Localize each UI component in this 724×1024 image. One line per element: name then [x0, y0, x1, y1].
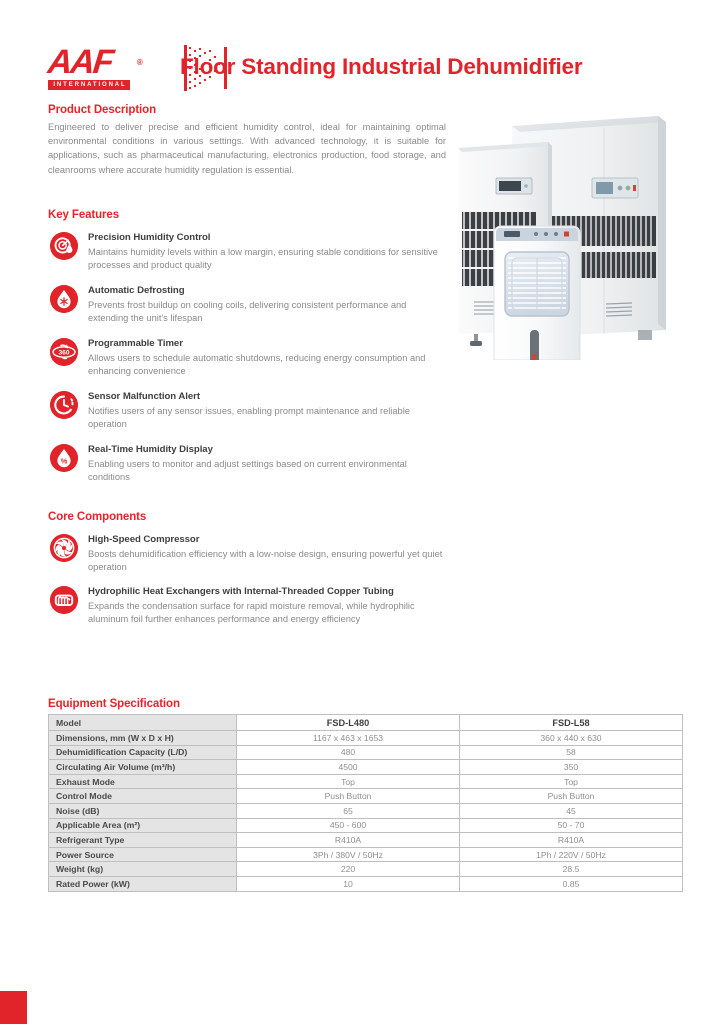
table-header-model-2: FSD-L58: [460, 715, 683, 731]
section-heading-core-components: Core Components: [48, 511, 147, 523]
component-title: Hydrophilic Heat Exchangers with Internal-Threaded Copper Tubing: [88, 586, 394, 597]
row-label: Dehumidification Capacity (L/D): [49, 745, 237, 760]
component-description: Expands the condensation surface for rapid moisture removal, while hydrophilic aluminum foil further enhances performance and energy efficiency: [88, 600, 415, 624]
component-item: [48, 586, 448, 626]
table-row: [49, 731, 683, 746]
compressor-fan-icon: [50, 534, 78, 562]
aaf-logo: [46, 43, 141, 90]
svg-text:360: 360: [58, 349, 70, 357]
feature-item: [48, 391, 448, 431]
table-row: [49, 847, 683, 862]
row-value-1: 4500: [237, 760, 460, 775]
table-row: [49, 803, 683, 818]
registered-trademark-icon: ®: [136, 58, 141, 67]
table-row: [49, 862, 683, 877]
row-label: Noise (dB): [49, 803, 237, 818]
row-value-1: 480: [237, 745, 460, 760]
row-value-2: 1Ph / 220V / 50Hz: [460, 847, 683, 862]
table-row: [49, 876, 683, 891]
page-title: Floor Standing Industrial Dehumidifier: [180, 54, 583, 79]
table-header-model: Model: [49, 715, 237, 731]
feature-description: Maintains humidity levels within a low margin, ensuring stable conditions for sensitive processes and product quality: [88, 246, 438, 270]
row-value-1: Top: [237, 774, 460, 789]
component-title: High-Speed Compressor: [88, 534, 200, 545]
feature-title: Programmable Timer: [88, 338, 183, 349]
section-heading-equipment-specification: Equipment Specification: [48, 698, 180, 710]
row-label: Exhaust Mode: [49, 774, 237, 789]
table-row: [49, 760, 683, 775]
clock-alert-icon: [50, 391, 78, 419]
feature-title: Precision Humidity Control: [88, 232, 211, 243]
logo-wordmark: AAF ®: [46, 43, 141, 81]
feature-item: [48, 285, 448, 325]
feature-description: Enabling users to monitor and adjust settings based on current environmental conditions: [88, 458, 407, 482]
logo-subtitle: INTERNATIONAL: [48, 80, 130, 90]
row-label: Circulating Air Volume (m³/h): [49, 760, 237, 775]
page-header: [48, 44, 668, 96]
row-value-2: Push Button: [460, 789, 683, 804]
row-value-1: 220: [237, 862, 460, 877]
row-label: Refrigerant Type: [49, 833, 237, 848]
row-value-1: 1167 x 463 x 1653: [237, 731, 460, 746]
row-label: Rated Power (kW): [49, 876, 237, 891]
heat-exchanger-coil-icon: [50, 586, 78, 614]
section-heading-key-features: Key Features: [48, 209, 120, 221]
table-row: [49, 833, 683, 848]
row-value-1: 450 - 600: [237, 818, 460, 833]
row-value-2: Top: [460, 774, 683, 789]
row-value-2: 45: [460, 803, 683, 818]
feature-title: Real-Time Humidity Display: [88, 444, 213, 455]
row-value-2: 350: [460, 760, 683, 775]
feature-description: Prevents frost buildup on cooling coils, delivering consistent performance and extending the unit's lifespan: [88, 299, 407, 323]
humidity-gauge-icon: [50, 232, 78, 260]
row-value-2: 28.5: [460, 862, 683, 877]
row-value-2: 0.85: [460, 876, 683, 891]
row-value-1: 3Ph / 380V / 50Hz: [237, 847, 460, 862]
footer-accent-block: [0, 991, 27, 1024]
svg-text:%: %: [60, 456, 68, 466]
table-header-model-1: FSD-L480: [237, 715, 460, 731]
table-row: [49, 789, 683, 804]
equipment-specification-table: [48, 714, 683, 892]
component-description: Boosts dehumidification efficiency with a low-noise design, ensuring powerful yet quiet operation: [88, 548, 443, 572]
table-row: [49, 818, 683, 833]
row-value-2: 360 x 440 x 630: [460, 731, 683, 746]
section-heading-product-description: Product Description: [48, 104, 157, 116]
row-label: Power Source: [49, 847, 237, 862]
feature-item: [48, 232, 448, 272]
table-header-row: [49, 715, 683, 731]
humidity-percent-icon: [50, 444, 78, 472]
row-value-1: 10: [237, 876, 460, 891]
feature-title: Sensor Malfunction Alert: [88, 391, 200, 402]
row-value-1: R410A: [237, 833, 460, 848]
row-value-1: 65: [237, 803, 460, 818]
row-label: Applicable Area (m²): [49, 818, 237, 833]
feature-title: Automatic Defrosting: [88, 285, 185, 296]
product-description-text: Engineered to deliver precise and efficient humidity control, ideal for maintaining optimal environmental conditions in various settings. With advanced technology, it is suitable for applications, such as pharmaceutical manufacturing, electronics production, food storage, and cleanrooms where accurate humidity regulation is essential.: [48, 122, 446, 175]
feature-item: [48, 444, 448, 484]
row-label: Dimensions, mm (W x D x H): [49, 731, 237, 746]
feature-description: Allows users to schedule automatic shutdowns, reducing energy consumption and enhancing convenience: [88, 352, 426, 376]
timer-360-icon: [50, 338, 78, 366]
row-label: Weight (kg): [49, 862, 237, 877]
row-label: Control Mode: [49, 789, 237, 804]
feature-item: [48, 338, 448, 378]
row-value-2: R410A: [460, 833, 683, 848]
row-value-1: Push Button: [237, 789, 460, 804]
defrost-droplet-icon: [50, 285, 78, 313]
row-value-2: 50 - 70: [460, 818, 683, 833]
row-value-2: 58: [460, 745, 683, 760]
table-row: [49, 774, 683, 789]
product-image: [452, 108, 674, 360]
component-item: [48, 534, 448, 574]
feature-description: Notifies users of any sensor issues, enabling prompt maintenance and reliable operation: [88, 405, 410, 429]
table-row: [49, 745, 683, 760]
